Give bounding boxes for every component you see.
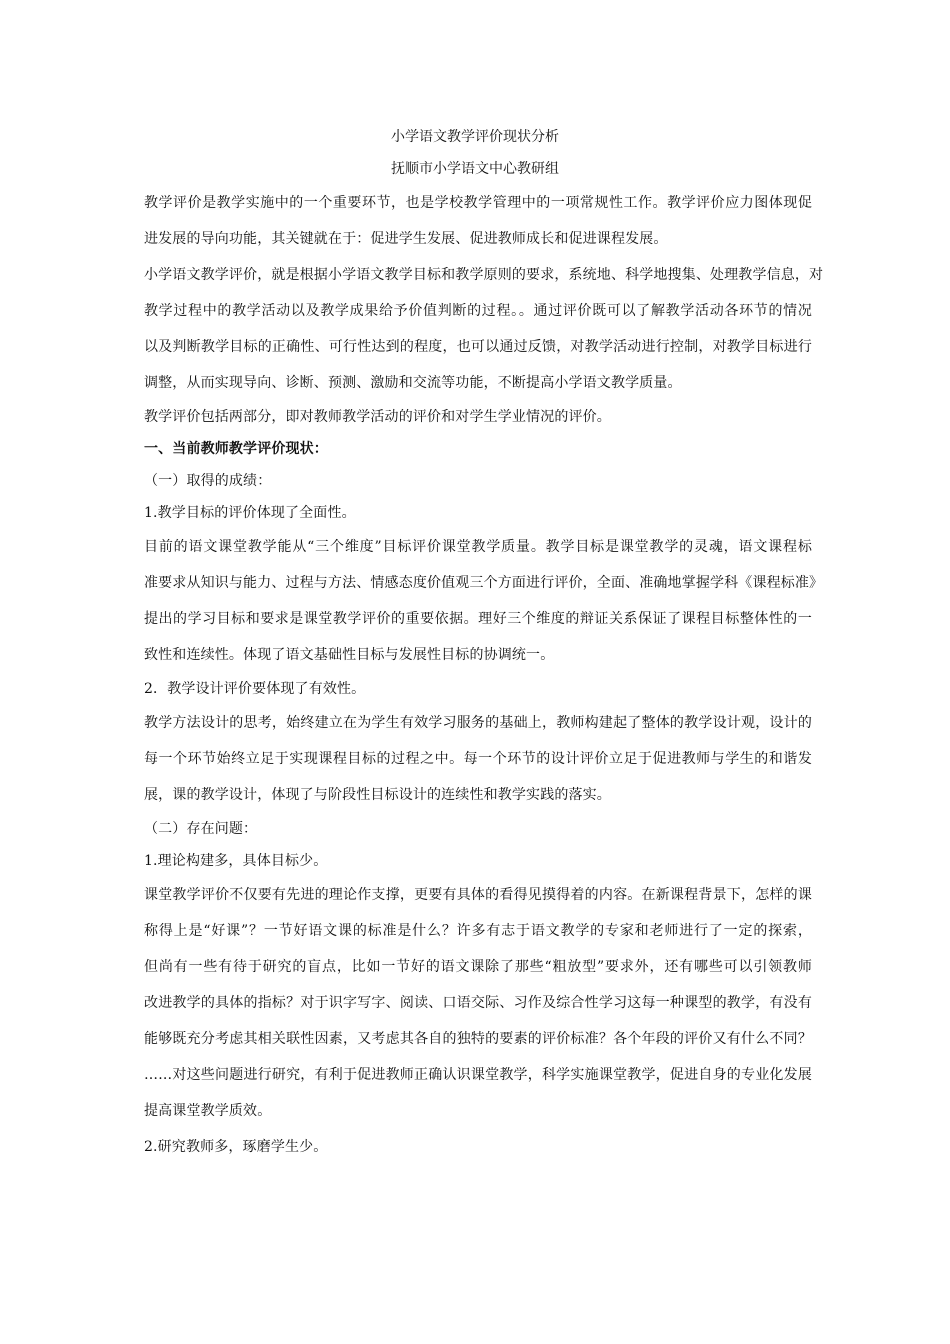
paragraph-line: 教学评价是教学实施中的一个重要环节，也是学校教学管理中的一项常规性工作。教学评价应力图体现促 xyxy=(144,195,812,211)
paragraph-line: ……对这些问题进行研究，有利于促进教师正确认识课堂教学，科学实施课堂教学，促进自身的专业化发展 xyxy=(144,1067,812,1083)
section-heading: 一、当前教师教学评价现状： xyxy=(144,441,328,457)
paragraph-line: 目前的语文课堂教学能从“三个维度”目标评价课堂教学质量。教学目标是课堂教学的灵魂，语文课程标 xyxy=(144,539,812,555)
point-heading: 2．教学设计评价要体现了有效性。 xyxy=(144,681,366,697)
point-heading: 1.理论构建多，具体目标少。 xyxy=(144,853,328,869)
paragraph-line: 调整，从而实现导向、诊断、预测、激励和交流等功能，不断提高小学语文教学质量。 xyxy=(144,375,682,391)
paragraph-line: 提高课堂教学质效。 xyxy=(144,1103,272,1119)
paragraph-line: 进发展的导向功能，其关键就在于：促进学生发展、促进教师成长和促进课程发展。 xyxy=(144,231,668,247)
paragraph-line: 小学语文教学评价，就是根据小学语文教学目标和教学原则的要求，系统地、科学地搜集、处理教学信息，对 xyxy=(144,267,824,283)
paragraph-line: 提出的学习目标和要求是课堂教学评价的重要依据。理好三个维度的辩证关系保证了课程目标整体性的一 xyxy=(144,611,812,627)
paragraph-line: 改进教学的具体的指标？对于识字写字、阅读、口语交际、习作及综合性学习这每一种课型的教学，有没有 xyxy=(144,995,812,1011)
subsection-heading: （二）存在问题： xyxy=(144,821,258,837)
paragraph-line: 但尚有一些有待于研究的盲点，比如一节好的语文课除了那些“粗放型”要求外，还有哪些可以引领教师 xyxy=(144,959,812,975)
paragraph-line: 每一个环节始终立足于实现课程目标的过程之中。每一个环节的设计评价立足于促进教师与学生的和谐发 xyxy=(144,751,812,767)
paragraph-line: 准要求从知识与能力、过程与方法、情感态度价值观三个方面进行评价，全面、准确地掌握学科《课程标准》 xyxy=(144,575,824,591)
paragraph-line: 教学方法设计的思考，始终建立在为学生有效学习服务的基础上，教师构建起了整体的教学设计观，设计的 xyxy=(144,715,812,731)
paragraph-line: 教学过程中的教学活动以及教学成果给予价值判断的过程。。通过评价既可以了解教学活动各环节的情况 xyxy=(144,303,812,319)
paragraph-line: 课堂教学评价不仅要有先进的理论作支撑，更要有具体的看得见摸得着的内容。在新课程背景下，怎样的课 xyxy=(144,887,812,903)
paragraph-line: 教学评价包括两部分，即对教师教学活动的评价和对学生学业情况的评价。 xyxy=(144,409,611,425)
subsection-heading: （一）取得的成绩： xyxy=(144,473,272,489)
paragraph-line: 称得上是“好课”？一节好语文课的标准是什么？许多有志于语文教学的专家和老师进行了一定的探索， xyxy=(144,923,812,939)
paragraph-line: 以及判断教学目标的正确性、可行性达到的程度，也可以通过反馈，对教学活动进行控制，对教学目标进行 xyxy=(144,339,812,355)
point-heading: 2.研究教师多，琢磨学生少。 xyxy=(144,1139,328,1155)
paragraph-line: 致性和连续性。体现了语文基础性目标与发展性目标的协调统一。 xyxy=(144,647,555,663)
document-title: 小学语文教学评价现状分析 xyxy=(391,129,559,145)
paragraph-line: 展，课的教学设计，体现了与阶段性目标设计的连续性和教学实践的落实。 xyxy=(144,787,611,803)
document-subtitle: 抚顺市小学语文中心教研组 xyxy=(391,161,559,177)
paragraph-line: 能够既充分考虑其相关联性因素，又考虑其各自的独特的要素的评价标准？各个年段的评价又有什么不同？ xyxy=(144,1031,812,1047)
point-heading: 1.教学目标的评价体现了全面性。 xyxy=(144,505,356,521)
document-body xyxy=(144,185,824,1165)
